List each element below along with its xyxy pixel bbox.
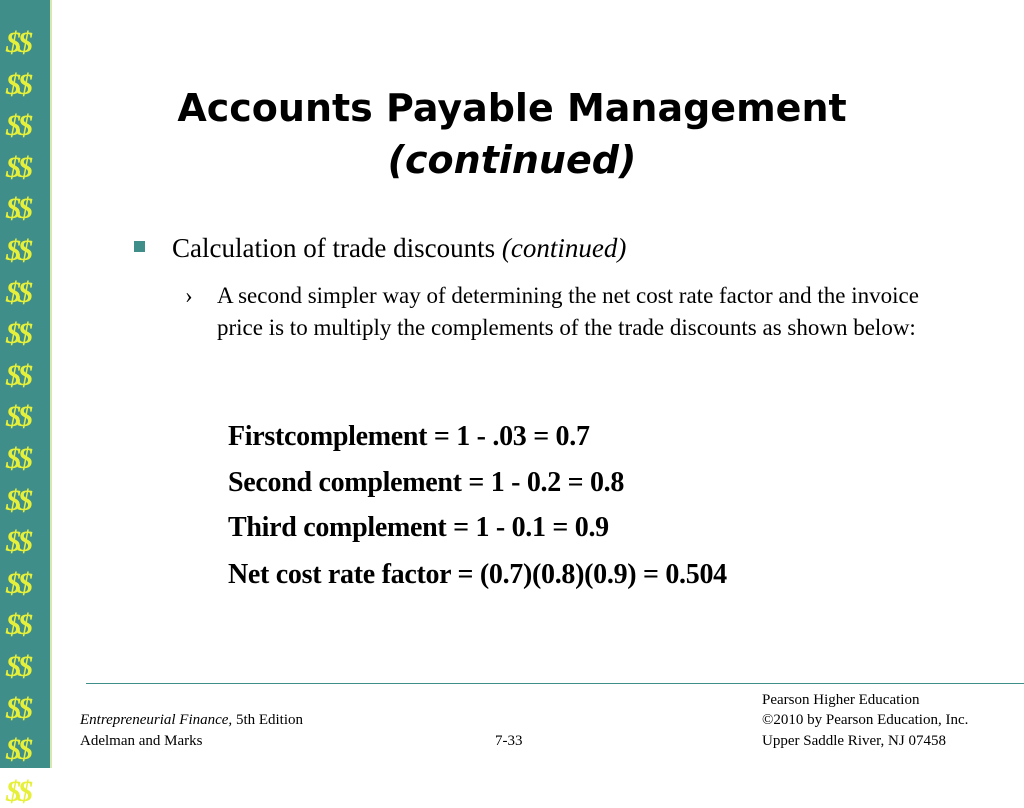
dollar-sign-icon: $$ bbox=[6, 358, 30, 392]
footer-address: Upper Saddle River, NJ 07458 bbox=[762, 733, 946, 749]
dollar-sign-icon: $$ bbox=[6, 275, 30, 309]
footer-divider bbox=[86, 683, 1024, 684]
dollar-sign-icon: $$ bbox=[6, 109, 30, 143]
equation-first-complement: Firstcomplement = 1 - .03 = 0.7 bbox=[228, 421, 590, 452]
footer-copyright: ©2010 by Pearson Education, Inc. bbox=[762, 712, 969, 728]
sub-bullet-marker: › bbox=[185, 283, 193, 308]
footer-publisher-name: Pearson Higher Education bbox=[762, 692, 920, 708]
footer-page-number: 7-33 bbox=[495, 733, 523, 749]
dollar-sign-icon: $$ bbox=[6, 566, 30, 600]
equation-net-cost-rate-factor: Net cost rate factor = (0.7)(0.8)(0.9) = 0.504 bbox=[228, 559, 727, 590]
dollar-sign-icon: $$ bbox=[6, 608, 30, 642]
dollar-sign-icon: $$ bbox=[6, 234, 30, 267]
footer-book bbox=[80, 710, 303, 730]
dollar-sign-icon: $$ bbox=[6, 400, 30, 434]
square-bullet-icon bbox=[134, 241, 145, 252]
slide-title-continued: (continued) bbox=[387, 138, 637, 182]
dollar-sign-icon: $$ bbox=[6, 483, 30, 517]
decorative-sidebar bbox=[0, 0, 52, 808]
sub-bullet-text: A second simpler way of determining the net cost rate factor and the invoice price is to multiply the complements of the trade discounts as shown below: bbox=[217, 283, 919, 340]
bullet-text-main: Calculation of trade discounts bbox=[172, 233, 502, 263]
dollar-sign-icon: $$ bbox=[6, 67, 30, 101]
dollar-sign-icon: $$ bbox=[6, 525, 30, 559]
footer-authors: Adelman and Marks bbox=[80, 733, 203, 749]
equation-second-complement: Second complement = 1 - 0.2 = 0.8 bbox=[228, 467, 625, 498]
bullet-text-continued: (continued) bbox=[501, 233, 627, 263]
dollar-sign-icon: $$ bbox=[6, 442, 30, 475]
dollar-sign-icon: $$ bbox=[6, 150, 30, 184]
slide-title bbox=[120, 82, 904, 186]
dollar-sign-icon: $$ bbox=[6, 733, 30, 767]
dollar-sign-icon: $$ bbox=[6, 650, 30, 683]
dollar-sign-icon: $$ bbox=[6, 192, 30, 226]
equation-third-complement: Third complement = 1 - 0.1 = 0.9 bbox=[228, 512, 609, 543]
footer-book-title: Entrepreneurial Finance, bbox=[80, 712, 233, 728]
slide-title-main: Accounts Payable Management bbox=[177, 86, 847, 130]
dollar-sign-icon: $$ bbox=[6, 317, 30, 351]
dollar-sign-icon: $$ bbox=[6, 691, 30, 725]
bullet-text bbox=[172, 230, 626, 266]
footer-edition: 5th Edition bbox=[232, 712, 304, 728]
dollar-sign-icon: $$ bbox=[6, 26, 30, 59]
dollar-sign-icon: $$ bbox=[6, 774, 30, 808]
